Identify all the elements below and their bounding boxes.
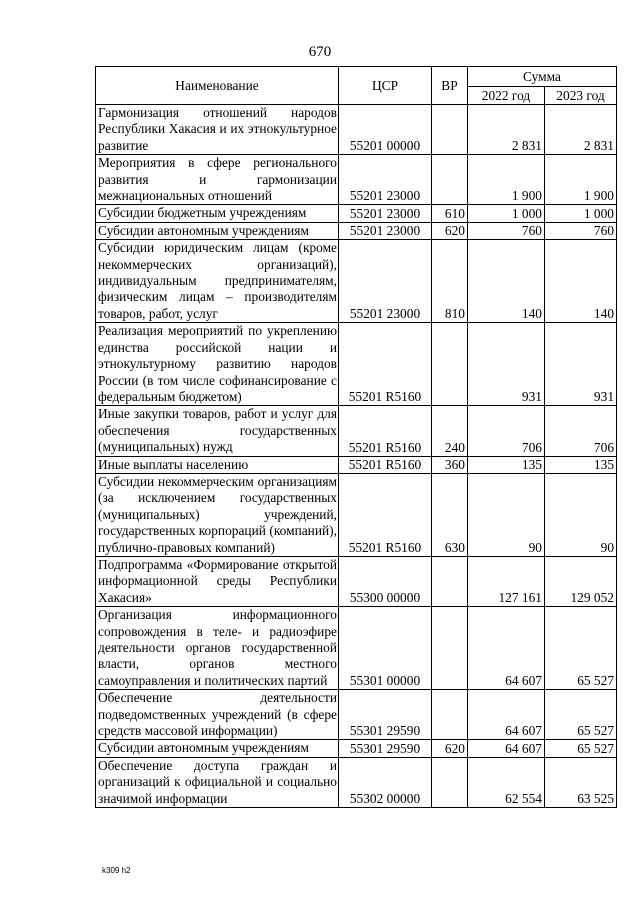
row-sum-2022: 1 000 <box>468 205 545 222</box>
row-vr <box>432 607 468 690</box>
row-sum-2023: 1 000 <box>545 205 617 222</box>
budget-table <box>95 66 617 808</box>
row-sum-2023: 760 <box>545 222 617 239</box>
row-sum-2022: 706 <box>468 406 545 456</box>
row-csr: 55201 23000 <box>339 155 432 205</box>
row-vr <box>432 757 468 807</box>
table-row <box>96 222 617 239</box>
row-csr: 55301 00000 <box>339 607 432 690</box>
row-vr <box>432 690 468 740</box>
row-sum-2023: 135 <box>545 456 617 473</box>
header-csr: ЦСР <box>339 67 432 105</box>
row-name: Мероприятия в сфере регионального развития и гармонизации межнациональных отношений <box>96 155 339 205</box>
row-csr: 55300 00000 <box>339 556 432 606</box>
row-csr: 55201 R5160 <box>339 323 432 406</box>
row-name: Иные закупки товаров, работ и услуг для обеспечения государственных (муниципальных) нужд <box>96 406 339 456</box>
table-row <box>96 105 617 155</box>
row-vr: 620 <box>432 740 468 757</box>
table-row <box>96 406 617 456</box>
header-sum: Сумма <box>468 67 617 87</box>
row-name: Подпрограмма «Формирование открытой информационной среды Республики Хакасия» <box>96 556 339 606</box>
row-sum-2022: 64 607 <box>468 740 545 757</box>
row-csr: 55201 R5160 <box>339 473 432 556</box>
row-sum-2023: 706 <box>545 406 617 456</box>
footer-code: k309 h2 <box>102 866 131 875</box>
row-sum-2023: 65 527 <box>545 690 617 740</box>
row-name: Субсидии автономным учреждениям <box>96 222 339 239</box>
row-name: Субсидии юридическим лицам (кроме некоммерческих организаций), индивидуальным предпринимателям, физическим лицам – производителям товаров, работ, услуг <box>96 240 339 323</box>
row-name: Субсидии некоммерческим организациям (за исключением государственных (муниципальных) учреждений, государственных корпораций (компаний), публично-правовых компаний) <box>96 473 339 556</box>
row-name: Реализация мероприятий по укреплению единства российской нации и этнокультурному развитию народов России (в том числе софинансирование с федеральным бюджетом) <box>96 323 339 406</box>
page-number: 670 <box>308 44 332 60</box>
row-vr: 360 <box>432 456 468 473</box>
row-vr: 630 <box>432 473 468 556</box>
table-row <box>96 757 617 807</box>
row-sum-2023: 129 052 <box>545 556 617 606</box>
row-sum-2023: 65 527 <box>545 740 617 757</box>
row-csr: 55301 29590 <box>339 690 432 740</box>
row-name: Субсидии автономным учреждениям <box>96 740 339 757</box>
row-vr: 610 <box>432 205 468 222</box>
row-sum-2022: 931 <box>468 323 545 406</box>
header-year-2022: 2022 год <box>468 87 545 105</box>
row-csr: 55201 23000 <box>339 205 432 222</box>
row-csr: 55301 29590 <box>339 740 432 757</box>
row-csr: 55201 R5160 <box>339 406 432 456</box>
table-row <box>96 473 617 556</box>
row-name: Гармонизация отношений народов Республики Хакасия и их этнокультурное развитие <box>96 105 339 155</box>
row-sum-2022: 64 607 <box>468 690 545 740</box>
row-sum-2022: 64 607 <box>468 607 545 690</box>
row-sum-2023: 931 <box>545 323 617 406</box>
row-vr: 240 <box>432 406 468 456</box>
table-row <box>96 456 617 473</box>
row-name: Иные выплаты населению <box>96 456 339 473</box>
row-sum-2023: 1 900 <box>545 155 617 205</box>
row-sum-2022: 140 <box>468 240 545 323</box>
row-name: Организация информационного сопровождения в теле- и радиоэфире деятельности органов государственной власти, органов местного самоуправления и политических партий <box>96 607 339 690</box>
row-sum-2022: 1 900 <box>468 155 545 205</box>
table-row <box>96 556 617 606</box>
row-sum-2023: 2 831 <box>545 105 617 155</box>
row-csr: 55201 00000 <box>339 105 432 155</box>
row-csr: 55302 00000 <box>339 757 432 807</box>
row-name: Обеспечение доступа граждан и организаций к официальной и социально значимой информации <box>96 757 339 807</box>
row-vr: 620 <box>432 222 468 239</box>
row-name: Обеспечение деятельности подведомственных учреждений (в сфере средств массовой информации) <box>96 690 339 740</box>
row-csr: 55201 23000 <box>339 240 432 323</box>
table-row <box>96 155 617 205</box>
row-vr <box>432 323 468 406</box>
table-row <box>96 690 617 740</box>
row-sum-2022: 2 831 <box>468 105 545 155</box>
row-sum-2023: 90 <box>545 473 617 556</box>
row-sum-2023: 140 <box>545 240 617 323</box>
header-name: Наименование <box>96 67 339 105</box>
row-sum-2022: 135 <box>468 456 545 473</box>
row-sum-2023: 65 527 <box>545 607 617 690</box>
row-sum-2022: 760 <box>468 222 545 239</box>
header-vr: ВР <box>432 67 468 105</box>
table-row <box>96 205 617 222</box>
row-vr <box>432 556 468 606</box>
row-vr: 810 <box>432 240 468 323</box>
row-sum-2023: 63 525 <box>545 757 617 807</box>
row-csr: 55201 R5160 <box>339 456 432 473</box>
row-sum-2022: 127 161 <box>468 556 545 606</box>
table-row <box>96 740 617 757</box>
row-sum-2022: 90 <box>468 473 545 556</box>
row-vr <box>432 105 468 155</box>
table-row <box>96 240 617 323</box>
table-row <box>96 607 617 690</box>
row-sum-2022: 62 554 <box>468 757 545 807</box>
header-year-2023: 2023 год <box>545 87 617 105</box>
table-row <box>96 323 617 406</box>
row-name: Субсидии бюджетным учреждениям <box>96 205 339 222</box>
row-vr <box>432 155 468 205</box>
row-csr: 55201 23000 <box>339 222 432 239</box>
